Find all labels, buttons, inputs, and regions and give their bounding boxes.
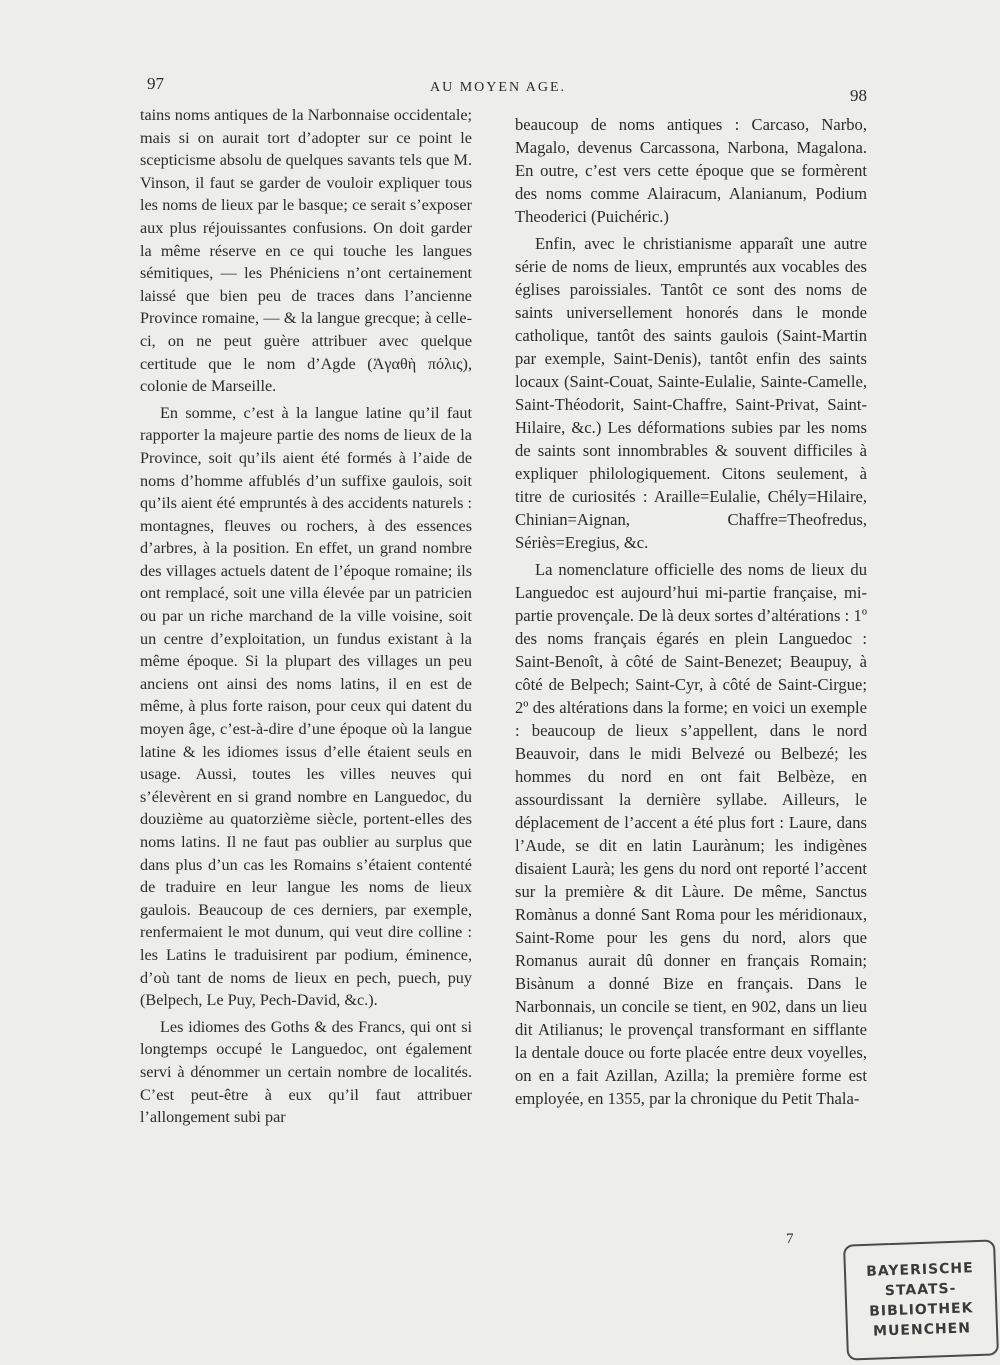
stamp-line: BAYERISCHE [865,1260,974,1280]
right-text-column [515,113,867,1110]
paragraph: beaucoup de noms antiques : Carcaso, Narbo, Magalo, devenus Carcassona, Narbona, Magalona. En outre, c’est vers cette époque que se formèrent des noms comme Alairacum, Alanianum, Podium Theoderici (Puichéric.) [515,115,867,226]
paragraph: En somme, c’est à la langue latine qu’il faut rapporter la majeure partie des noms de lieux de la Province, soit qu’ils aient été formés à l’aide de noms d’homme affublés d’un suffixe gaulois, soit qu’ils aient été empruntés à des accidents naturels : montagnes, fleuves ou rochers, à des essences d’arbres, à la position. En effet, un grand nombre des villages actuels datent de l’époque romaine; ils ont remplacé, soit une villa élevée par un patricien ou par un riche marchand de la ville voisine, soit un centre d’exploitation, un fundus existant à la même époque. Si la plupart des villages un peu anciens ont ainsi des noms latins, il en est de même, à plus forte raison, pour ceux qui datent du moyen âge, c’est-à-dire d’une époque où la langue latine & les idiomes issus d’elle étaient seuls en usage. Aussi, toutes les villes neuves qui s’élevèrent en si grand nombre en Languedoc, du douzième au quatorzième siècle, portent-elles des noms latins. Il ne faut pas oublier au surplus que dans plus d’un cas les Romains s’étaient contenté de traduire en leur langue les noms de lieux gaulois. Beaucoup de ces derniers, par exemple, renfermaient le mot dunum, qui veut dire colline : les Latins le traduisirent par podium, éminence, d’où tant de noms de lieux en pech, puech, puy (Belpech, Le Puy, Pech-David, &c.). [140,403,472,1010]
left-text-column [140,104,472,1129]
page-number-right: 98 [850,86,867,105]
stamp-line: BIBLIOTHEK [868,1300,974,1320]
library-stamp [843,1239,999,1360]
stamp-line: STAATS- [884,1280,957,1300]
folio-signature: 7 [786,1231,794,1247]
paragraph: Les idiomes des Goths & des Francs, qui ont si longtemps occupé le Languedoc, ont également servi à dénommer un certain nombre de localités. C’est peut-être à eux qu’il faut attribuer l’allongement subi par [140,1017,472,1127]
paragraph: La nomenclature officielle des noms de lieux du Languedoc est aujourd’hui mi-partie française, mi-partie provençale. De là deux sortes d’altérations : 1º des noms français égarés en plein Languedoc : Saint-Benoît, à côté de Saint-Benezet; Beaupuy, à côté de Belpech; Saint-Cyr, à côté de Saint-Cirgue; 2º des altérations dans la forme; en voici un exemple : beaucoup de lieux s’appellent, dans le nord Beauvoir, dans le midi Belvezé ou Belbezé; les hommes du nord en ont fait Belbèze, en assourdissant la dernière syllabe. Ailleurs, le déplacement de l’accent a été plus fort : Laure, dans l’Aude, se dit en latin Laurànum; les indigènes disaient Laurà; les gens du nord ont reporté l’accent sur la première & dit Làure. De même, Sanctus Romànus a donné Sant Roma pour les méridionaux, Saint-Rome pour les gens du nord, alors que Romanus aurait dû donner en français Romain; Bisànum a donné Bize en français. Dans le Narbonnais, un concile se tient, en 902, dans un lieu dit Atilianus; le provençal transformant en sifflante la dentale douce ou forte placée entre deux voyelles, on en a fait Azillan, Azilla; la première forme est employée, en 1355, par la chronique du Petit Thala- [515,560,867,1108]
page-number-left: 97 [147,74,164,93]
stamp-line: MUENCHEN [872,1320,972,1340]
running-head: AU MOYEN AGE. [430,80,567,95]
paragraph: Enfin, avec le christianisme apparaît une autre série de noms de lieux, empruntés aux vocables des églises paroissiales. Tantôt ce sont des noms de saints universellement honorés dans le monde catholique, tantôt des saints gaulois (Saint-Martin par exemple, Saint-Denis), tantôt enfin des saints locaux (Saint-Couat, Sainte-Eulalie, Sainte-Camelle, Saint-Théodorit, Saint-Chaffre, Saint-Privat, Saint-Hilaire, &c.) Les déformations subies par les noms de saints sont innombrables & souvent difficiles à expliquer philologiquement. Citons seulement, à titre de curiosités : Araille=Eulalie, Chély=Hilaire, Chinian=Aignan, Chaffre=Theofredus, Sériès=Eregius, &c. [515,234,867,552]
paragraph: tains noms antiques de la Narbonnaise occidentale; mais si on aurait tort d’adopter sur ce point le scepticisme absolu de quelques savants tels que M. Vinson, il faut se garder de vouloir expliquer tous les noms de lieux par le basque; ce serait s’exposer aux plus réjouissantes confusions. On doit garder la même réserve en ce qui touche les langues sémitiques, — les Phéniciens n’ont certainement laissé que bien peu de traces dans l’ancienne Province romaine, — & la langue grecque; à celle-ci, on ne peut guère attribuer avec quelque certitude que le nom d’Agde (Ἀγαθὴ πόλις), colonie de Marseille. [140,106,472,396]
